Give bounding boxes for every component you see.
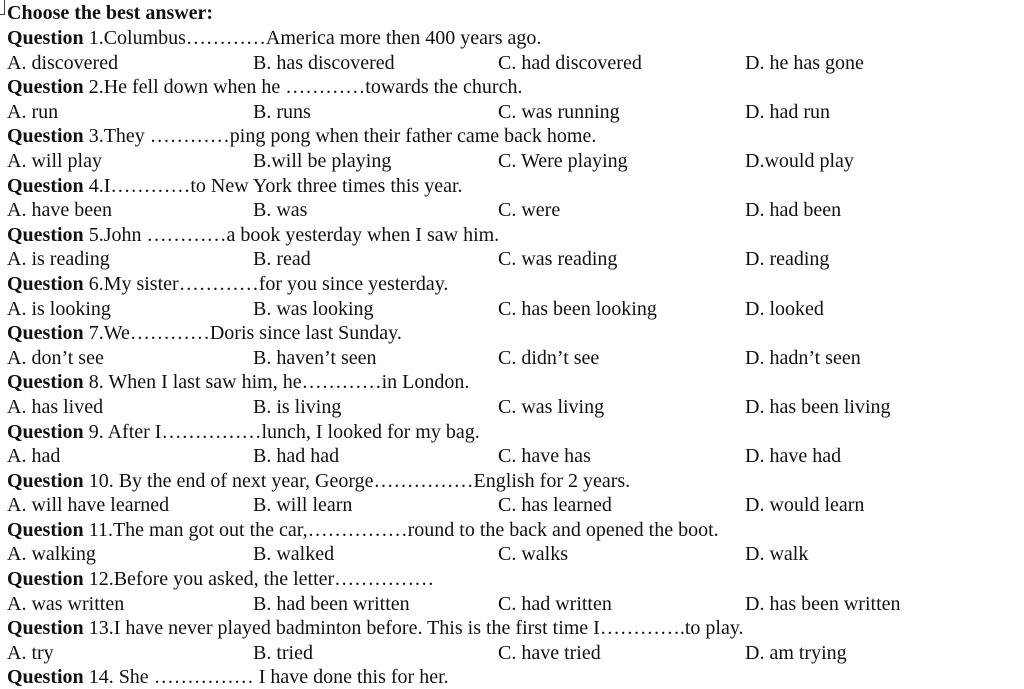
answer-option-c: C. Were playing [498,149,628,172]
question-label: Question [7,420,84,443]
question-line-8 [7,370,1017,395]
question-line-10 [7,469,1017,494]
answer-option-c: C. had discovered [498,51,642,74]
question-stem: 8. When I last saw him, he…………in London. [83,371,470,394]
question-label: Question [7,371,84,394]
answer-option-b: B. was [253,199,308,222]
question-label: Question [7,518,84,541]
answer-option-d: D. has been written [745,592,901,615]
answer-option-b: B. is living [253,395,342,418]
question-stem: 9. After I……………lunch, I looked for my bag. [83,420,480,443]
question-label: Question [7,469,84,492]
question-line-9 [7,420,1017,445]
answer-option-d: D. am trying [745,641,847,664]
answer-option-d: D. would learn [745,494,865,517]
question-label: Question [7,76,84,99]
answer-option-a: A. will play [7,149,102,172]
question-label: Question [7,617,84,640]
question-label: Question [7,272,84,295]
answer-option-d: D. he has gone [745,51,864,74]
answer-option-c: C. was living [498,395,605,418]
answer-option-c: C. had written [498,592,612,615]
answer-option-a: A. try [7,641,54,664]
options-line-13 [7,641,1017,666]
answer-option-a: A. don’t see [7,346,104,369]
answer-option-b: B. runs [253,100,311,123]
question-line-12 [7,567,1017,592]
answer-option-a: A. had [7,445,61,468]
answer-option-a: A. walking [7,543,96,566]
question-stem: 10. By the end of next year, George……………English for 2 years. [83,469,631,492]
question-stem: 14. She …………… I have done this for her. [83,666,449,689]
answer-option-c: C. walks [498,543,568,566]
answer-option-b: B. had been written [253,592,410,615]
answer-option-a: A. discovered [7,51,119,74]
options-line-12 [7,592,1017,617]
answer-option-a: A. is looking [7,297,111,320]
answer-option-b: B. has discovered [253,51,395,74]
question-stem: 7.We…………Doris since last Sunday. [83,322,402,345]
question-label: Question [7,223,84,246]
answer-option-d: D. reading [745,248,830,271]
answer-option-c: C. was reading [498,248,618,271]
answer-option-a: A. run [7,100,59,123]
question-stem: 2.He fell down when he …………towards the church. [83,76,523,99]
question-label: Question [7,568,84,591]
question-label: Question [7,174,84,197]
options-line-6 [7,297,1017,322]
answer-option-d: D. looked [745,297,824,320]
answer-option-d: D. hadn’t seen [745,346,861,369]
answer-option-b: B.will be playing [253,149,392,172]
question-stem: 3.They …………ping pong when their father came back home. [83,125,597,148]
answer-option-d: D.would play [745,149,854,172]
question-stem: 6.My sister…………for you since yesterday. [83,272,449,295]
question-line-1 [7,26,1017,51]
answer-option-b: B. read [253,248,311,271]
answer-option-c: C. didn’t see [498,346,600,369]
question-stem: 1.Columbus…………America more then 400 years ago. [83,27,542,49]
answer-option-a: A. have been [7,199,112,222]
options-line-11 [7,542,1017,567]
question-stem: 12.Before you asked, the letter…………… [83,568,435,591]
options-line-10 [7,493,1017,518]
answer-option-d: D. have had [745,445,842,468]
answer-option-c: C. was running [498,100,620,123]
options-line-1 [7,51,1017,76]
answer-option-b: B. had had [253,445,340,468]
worksheet-heading: Choose the best answer: [7,2,214,24]
question-stem: 4.I…………to New York three times this year. [83,174,463,197]
question-line-6 [7,272,1017,297]
answer-option-a: A. is reading [7,248,110,271]
question-label: Question [7,27,84,49]
answer-option-a: A. has lived [7,395,104,418]
answer-option-b: B. walked [253,543,335,566]
question-line-3 [7,124,1017,149]
question-line-13 [7,616,1017,641]
answer-option-a: A. will have learned [7,494,170,517]
answer-option-c: C. has been looking [498,297,657,320]
question-line-2 [7,75,1017,100]
question-stem: 11.The man got out the car,……………round to the back and opened the boot. [83,518,719,541]
answer-option-c: C. were [498,199,561,222]
options-line-4 [7,198,1017,223]
answer-option-b: B. was looking [253,297,374,320]
options-line-3 [7,149,1017,174]
options-line-9 [7,444,1017,469]
question-list [7,26,1017,689]
answer-option-a: A. was written [7,592,125,615]
answer-option-c: C. have tried [498,641,601,664]
options-line-7 [7,346,1017,371]
question-line-11 [7,518,1017,543]
cutoff-question-line [7,665,1017,689]
question-line-4 [7,174,1017,199]
options-line-5 [7,247,1017,272]
answer-option-d: D. had been [745,199,842,222]
answer-option-b: B. will learn [253,494,353,517]
answer-option-d: D. walk [745,543,809,566]
question-label: Question [7,125,84,148]
question-stem: 5.John …………a book yesterday when I saw him. [83,223,500,246]
question-label: Question [7,666,84,689]
answer-option-c: C. have has [498,445,591,468]
answer-option-c: C. has learned [498,494,612,517]
question-line-5 [7,223,1017,248]
page-corner-mark [0,0,5,15]
answer-option-b: B. haven’t seen [253,346,377,369]
answer-option-d: D. had run [745,100,830,123]
question-stem: 13.I have never played badminton before. This is the first time I………….to play. [83,617,744,640]
question-label: Question [7,322,84,345]
options-line-2 [7,100,1017,125]
options-line-8 [7,395,1017,420]
answer-option-d: D. has been living [745,395,891,418]
question-line-7 [7,321,1017,346]
answer-option-b: B. tried [253,641,313,664]
